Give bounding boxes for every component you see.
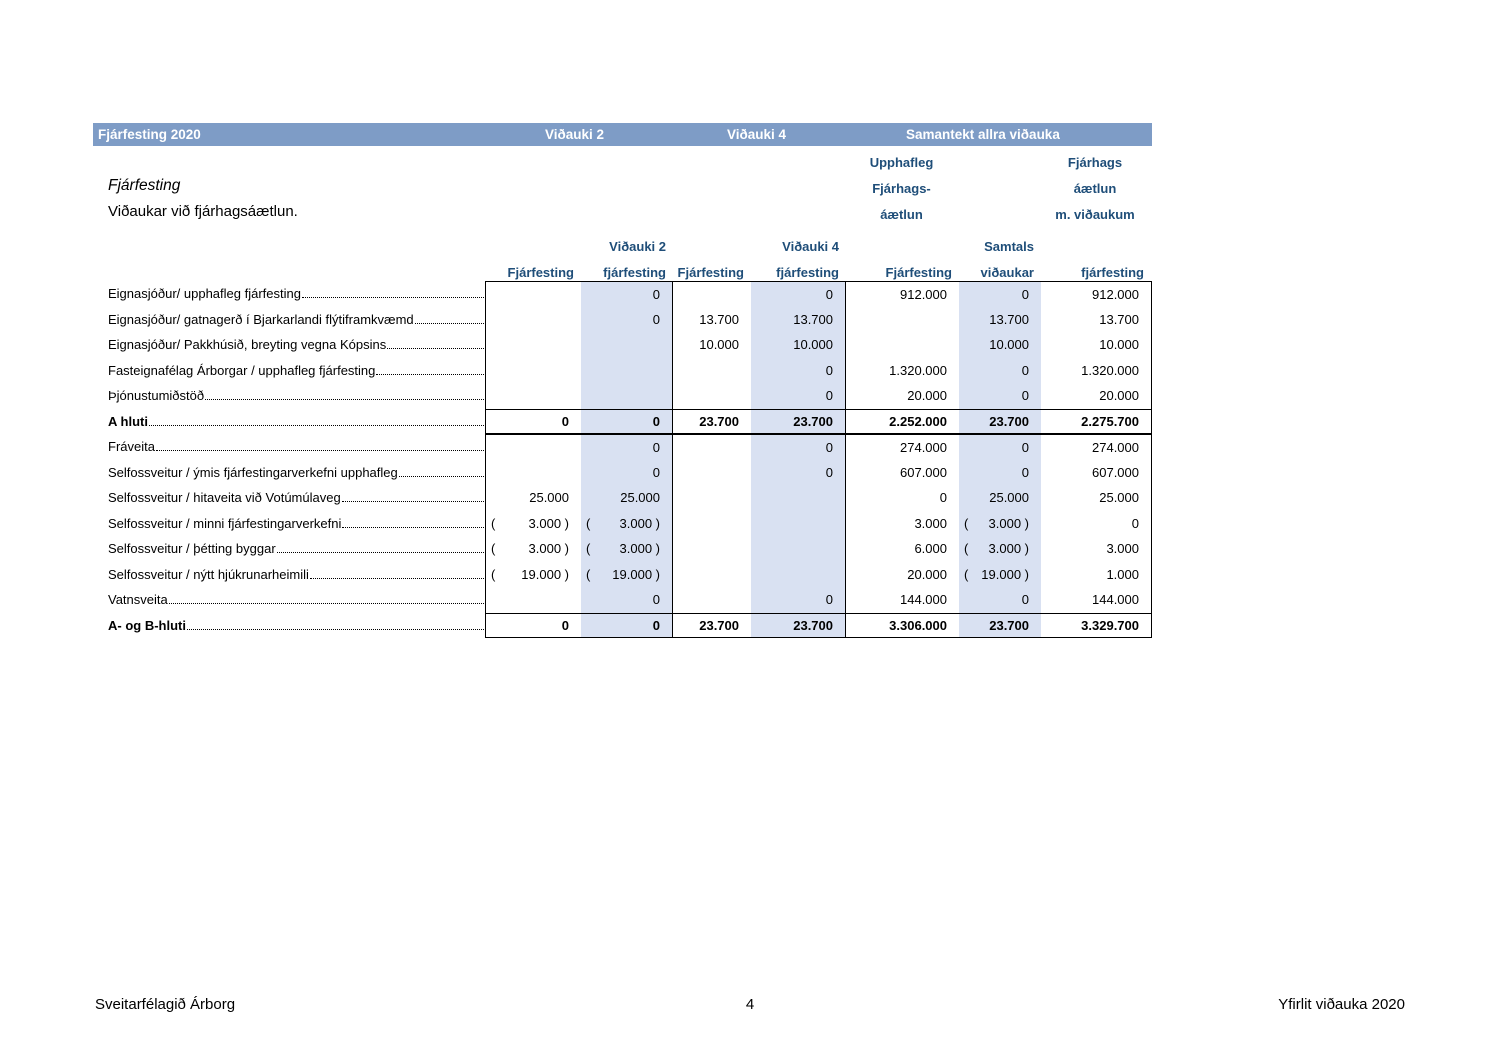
table-row <box>108 536 1152 562</box>
row-values <box>485 281 1152 307</box>
value-cell: 13.700 <box>699 311 739 327</box>
row-values <box>485 409 1152 435</box>
header-fjarhags-line2: áætlun <box>1073 181 1117 196</box>
value-cell: 0 <box>581 282 673 307</box>
value-cell: 13.700 <box>1099 311 1139 327</box>
value-cell: 0 <box>959 383 1041 409</box>
value-cell: 13.700 <box>959 307 1041 333</box>
value-cell <box>581 383 673 409</box>
row-values <box>485 460 1152 486</box>
value-cell: 25.000 <box>529 490 569 506</box>
header-fjarhags-block <box>1040 150 1150 228</box>
open-paren: ( <box>586 541 591 557</box>
footer-report-title: Yfirlit viðauka 2020 <box>1278 996 1405 1013</box>
open-paren: ( <box>586 515 591 531</box>
value-cell: 0 <box>581 410 673 434</box>
table-row <box>108 307 1152 333</box>
row-label <box>108 536 485 562</box>
value-cell: 23.700 <box>751 410 846 434</box>
banner-title: Fjárfesting 2020 <box>98 127 201 142</box>
value-cell <box>581 511 673 537</box>
value-cell: 0 <box>581 435 673 460</box>
value-cell: 1.320.000 <box>1081 362 1139 378</box>
value-cell <box>959 536 1041 562</box>
dot-leader <box>387 348 484 349</box>
value-cell: 912.000 <box>1092 286 1139 302</box>
negative-value: 3.000 ) <box>988 515 1029 531</box>
value-cell: 23.700 <box>699 413 739 429</box>
row-label-text: Vatnsveita <box>108 592 168 608</box>
column-header-group-row <box>485 234 1152 260</box>
row-label-text: Fasteignafélag Árborgar / upphafleg fjárfesting <box>108 362 376 378</box>
row-label-text: Eignasjóður/ Pakkhúsið, breyting vegna Kópsins <box>108 337 387 353</box>
negative-value: 3.000 ) <box>528 541 569 557</box>
value-cell: 20.000 <box>907 566 947 582</box>
header-col-5: Fjárfesting <box>885 265 952 280</box>
row-label <box>108 587 485 613</box>
row-label <box>108 332 485 358</box>
value-cell: 0 <box>751 282 846 307</box>
open-paren: ( <box>491 515 496 531</box>
row-label <box>108 281 485 307</box>
value-cell: 0 <box>959 435 1041 460</box>
value-cell <box>486 307 581 333</box>
value-cell: 912.000 <box>900 286 947 302</box>
header-samtals: Samtals <box>984 239 1034 254</box>
value-cell: 20.000 <box>907 388 947 404</box>
row-label <box>108 613 485 639</box>
negative-value: 19.000 ) <box>981 566 1029 582</box>
open-paren: ( <box>491 566 496 582</box>
value-cell <box>673 383 751 409</box>
section-subtitle: Viðaukar við fjárhagsáætlun. <box>108 203 298 220</box>
header-upphafleg-line2: Fjárhags- <box>872 181 931 196</box>
dot-leader <box>205 399 484 400</box>
open-paren: ( <box>964 541 969 557</box>
header-vidauki-4: Viðauki 4 <box>782 239 839 254</box>
header-col-2: fjárfesting <box>603 265 666 280</box>
value-cell <box>486 511 581 537</box>
negative-value: 3.000 ) <box>619 541 660 557</box>
value-cell: 0 <box>751 383 846 409</box>
header-spacer <box>1040 234 1150 260</box>
value-cell: 2.252.000 <box>889 413 947 429</box>
value-cell <box>486 383 581 409</box>
value-cell: 0 <box>581 587 673 613</box>
column-headers <box>485 234 1152 286</box>
row-label <box>108 460 485 486</box>
value-cell <box>486 562 581 588</box>
row-label <box>108 485 485 511</box>
value-cell: 1.320.000 <box>889 362 947 378</box>
value-cell <box>751 562 846 588</box>
value-cell: 607.000 <box>900 464 947 480</box>
banner-vidauki-4: Viðauki 4 <box>727 127 787 142</box>
dot-leader <box>302 297 484 298</box>
open-paren: ( <box>964 515 969 531</box>
row-label-text: Þjónustumiðstöð <box>108 388 205 404</box>
negative-value: 3.000 ) <box>619 515 660 531</box>
dot-leader <box>310 578 484 579</box>
value-cell <box>846 332 959 358</box>
value-cell <box>673 460 751 486</box>
dot-leader <box>169 603 484 604</box>
row-values <box>485 358 1152 384</box>
open-paren: ( <box>491 541 496 557</box>
row-label-text: Selfossveitur / minni fjárfestingarverkefni <box>108 515 342 531</box>
header-vidauki-2: Viðauki 2 <box>609 239 666 254</box>
value-cell <box>673 282 751 307</box>
row-label <box>108 358 485 384</box>
dot-leader <box>342 527 484 528</box>
header-fjarhags-line1: Fjárhags <box>1067 155 1123 170</box>
open-paren: ( <box>586 566 591 582</box>
row-label <box>108 511 485 537</box>
value-cell: 0 <box>959 282 1041 307</box>
dot-leader <box>376 374 484 375</box>
value-cell: 23.700 <box>959 410 1041 434</box>
table-row <box>108 383 1152 409</box>
value-cell: 1.000 <box>1106 566 1139 582</box>
row-label <box>108 562 485 588</box>
table-header-banner <box>93 123 1152 146</box>
value-cell: 607.000 <box>1092 464 1139 480</box>
value-cell: 10.000 <box>699 337 739 353</box>
row-label-text: Selfossveitur / nýtt hjúkrunarheimili <box>108 566 309 582</box>
row-values <box>485 562 1152 588</box>
value-cell: 20.000 <box>1099 388 1139 404</box>
header-fjarhags-line3: m. viðaukum <box>1055 207 1135 222</box>
table-row <box>108 613 1152 639</box>
row-values <box>485 536 1152 562</box>
value-cell: 274.000 <box>1092 439 1139 455</box>
negative-value: 3.000 ) <box>528 515 569 531</box>
row-label <box>108 434 485 460</box>
value-cell: 23.700 <box>959 614 1041 638</box>
dot-leader <box>415 323 484 324</box>
value-cell: 0 <box>1131 515 1139 531</box>
table-row <box>108 562 1152 588</box>
row-label <box>108 383 485 409</box>
value-cell: 3.329.700 <box>1081 617 1139 633</box>
dot-leader <box>156 450 484 451</box>
negative-value: 3.000 ) <box>988 541 1029 557</box>
dot-leader <box>399 476 484 477</box>
value-cell: 13.700 <box>751 307 846 333</box>
table-row <box>108 281 1152 307</box>
table-row <box>108 511 1152 537</box>
header-spacer <box>485 234 580 260</box>
value-cell: 0 <box>959 587 1041 613</box>
value-cell: 6.000 <box>914 541 947 557</box>
row-values <box>485 511 1152 537</box>
row-values <box>485 587 1152 613</box>
row-label-text: Selfossveitur / ýmis fjárfestingarverkefni upphafleg <box>108 464 398 480</box>
header-spacer <box>672 234 750 260</box>
row-values <box>485 613 1152 639</box>
value-cell: 0 <box>751 358 846 384</box>
row-label-text: Selfossveitur / þétting byggar <box>108 541 276 557</box>
header-upphafleg-line3: áætlun <box>880 207 923 222</box>
table-row <box>108 434 1152 460</box>
value-cell <box>959 562 1041 588</box>
row-values <box>485 383 1152 409</box>
value-cell <box>673 485 751 511</box>
row-label-text: Selfossveitur / hitaveita við Votúmúlaveg <box>108 490 341 506</box>
value-cell: 10.000 <box>751 332 846 358</box>
dot-leader <box>187 629 484 630</box>
row-label-text: Eignasjóður/ upphafleg fjárfesting <box>108 286 301 302</box>
value-cell: 144.000 <box>1092 592 1139 608</box>
row-label <box>108 307 485 333</box>
value-cell <box>581 562 673 588</box>
value-cell: 0 <box>561 413 569 429</box>
negative-value: 19.000 ) <box>612 566 660 582</box>
value-cell: 0 <box>581 307 673 333</box>
value-cell <box>673 511 751 537</box>
value-cell <box>486 358 581 384</box>
value-cell <box>959 511 1041 537</box>
value-cell: 0 <box>959 460 1041 486</box>
value-cell: 0 <box>751 587 846 613</box>
row-label-text: A hluti <box>108 413 148 429</box>
header-col-7: fjárfesting <box>1081 265 1144 280</box>
value-cell <box>846 307 959 333</box>
table-row <box>108 460 1152 486</box>
footer-municipality: Sveitarfélagið Árborg <box>95 996 236 1013</box>
value-cell: 3.306.000 <box>889 617 947 633</box>
value-cell: 23.700 <box>699 617 739 633</box>
header-col-3: Fjárfesting <box>677 265 744 280</box>
value-cell <box>581 332 673 358</box>
value-cell <box>673 562 751 588</box>
value-cell: 0 <box>581 614 673 638</box>
header-upphafleg-block <box>845 150 958 228</box>
value-cell <box>581 536 673 562</box>
value-cell: 144.000 <box>900 592 947 608</box>
value-cell: 0 <box>939 490 947 506</box>
value-cell <box>751 485 846 511</box>
value-cell <box>486 332 581 358</box>
value-cell <box>673 435 751 460</box>
header-col-6: viðaukar <box>980 265 1034 280</box>
row-label-text: Eignasjóður/ gatnagerð í Bjarkarlandi flýtiframkvæmd <box>108 311 414 327</box>
value-cell: 3.000 <box>914 515 947 531</box>
header-upphafleg-line1: Upphafleg <box>869 155 934 170</box>
row-label-text: Fráveita <box>108 439 155 455</box>
value-cell <box>486 460 581 486</box>
value-cell: 0 <box>751 460 846 486</box>
banner-vidauki-2: Viðauki 2 <box>545 127 605 142</box>
value-cell <box>486 536 581 562</box>
value-cell: 0 <box>561 617 569 633</box>
row-values <box>485 485 1152 511</box>
value-cell: 10.000 <box>1099 337 1139 353</box>
value-cell <box>486 282 581 307</box>
value-cell <box>673 536 751 562</box>
value-cell: 0 <box>959 358 1041 384</box>
row-label <box>108 409 485 435</box>
table-body <box>108 281 1152 638</box>
table-row <box>108 332 1152 358</box>
row-values <box>485 434 1152 460</box>
row-values <box>485 307 1152 333</box>
value-cell: 25.000 <box>1099 490 1139 506</box>
dot-leader <box>149 425 484 426</box>
table-row <box>108 358 1152 384</box>
value-cell: 274.000 <box>900 439 947 455</box>
header-col-1: Fjárfesting <box>507 265 574 280</box>
value-cell <box>751 511 846 537</box>
dot-leader <box>277 552 484 553</box>
dot-leader <box>342 501 484 502</box>
value-cell: 25.000 <box>959 485 1041 511</box>
value-cell: 2.275.700 <box>1081 413 1139 429</box>
footer-page-number: 4 <box>745 996 755 1013</box>
value-cell <box>486 435 581 460</box>
open-paren: ( <box>964 566 969 582</box>
value-cell: 25.000 <box>581 485 673 511</box>
table-row <box>108 587 1152 613</box>
negative-value: 19.000 ) <box>521 566 569 582</box>
table-row <box>108 485 1152 511</box>
value-cell <box>751 536 846 562</box>
value-cell <box>486 587 581 613</box>
value-cell <box>673 587 751 613</box>
value-cell: 0 <box>751 435 846 460</box>
row-label-text: A- og B-hluti <box>108 617 186 633</box>
section-title: Fjárfesting <box>108 177 181 194</box>
value-cell: 0 <box>581 460 673 486</box>
header-spacer <box>845 234 958 260</box>
value-cell <box>673 358 751 384</box>
value-cell: 10.000 <box>959 332 1041 358</box>
value-cell: 23.700 <box>751 614 846 638</box>
banner-samantekt: Samantekt allra viðauka <box>906 127 1060 142</box>
value-cell: 3.000 <box>1106 541 1139 557</box>
row-values <box>485 332 1152 358</box>
table-row <box>108 409 1152 435</box>
value-cell <box>581 358 673 384</box>
header-col-4: fjárfesting <box>776 265 839 280</box>
